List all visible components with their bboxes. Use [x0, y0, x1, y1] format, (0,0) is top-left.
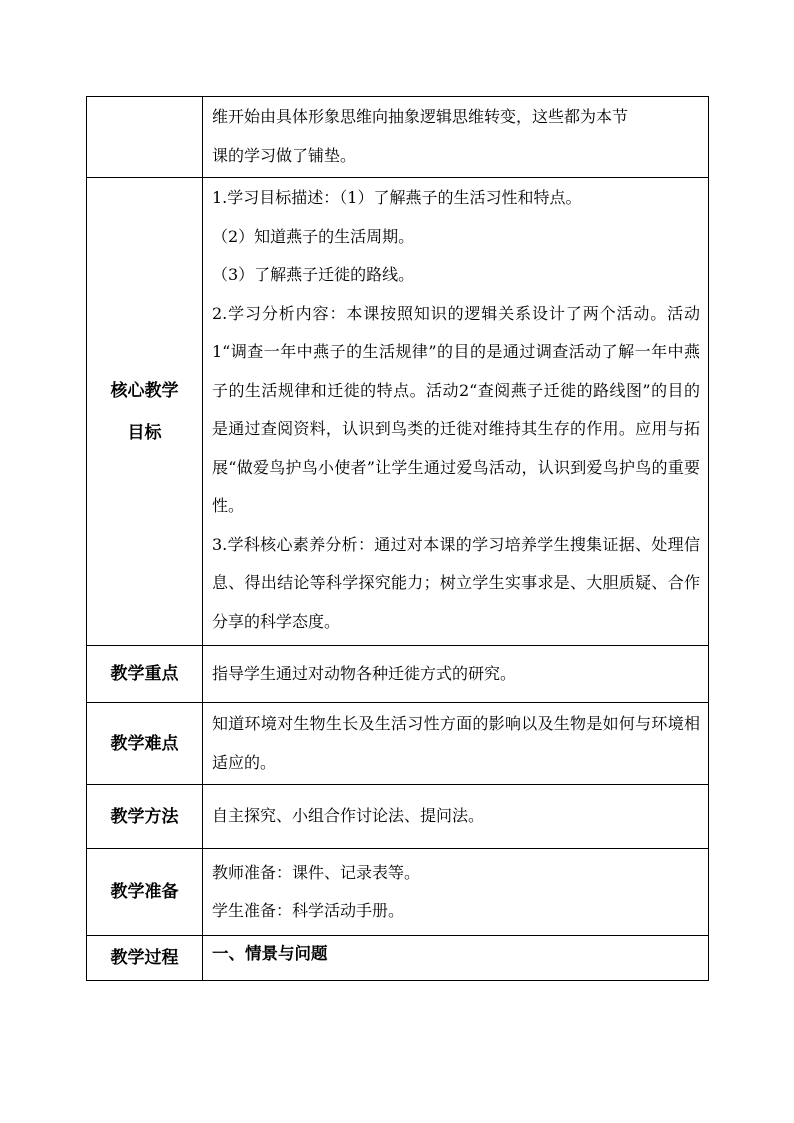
- preparation-content: [203, 849, 709, 936]
- teacher-preparation: 教师准备：课件、记录表等。: [212, 862, 421, 882]
- key-points-label: 教学重点: [87, 646, 203, 703]
- difficulties-label: 教学难点: [87, 703, 203, 785]
- core-goals-row: [87, 178, 709, 646]
- goal-item: （2）知道燕子的生活周期。: [212, 226, 415, 246]
- core-goals-label-line1: 核心教学: [110, 380, 179, 401]
- lesson-plan-table: [86, 96, 709, 981]
- goal-description: 1.学习目标描述：（1）了解燕子的生活习性和特点。: [212, 188, 582, 207]
- core-goals-label-line2: 目标: [127, 422, 162, 443]
- intro-row: [87, 97, 709, 178]
- methods-label: 教学方法: [87, 785, 203, 849]
- content-analysis: 2.学习分析内容：本课按照知识的逻辑关系设计了两个活动。活动1“调查一年中燕子的生活规律”的目的是通过调查活动了解一年中燕子的生活规律和迁徙的特点。活动2“查阅燕子迁徙的路线图”的目的是通过查阅资料，认识到鸟类的迁徙对维持其生存的作用。应用与拓展“做爱鸟护鸟小使者”让学生通过爱鸟活动，认识到爱鸟护鸟的重要性。: [212, 303, 700, 515]
- methods-content: 自主探究、小组合作讨论法、提问法。: [203, 785, 709, 849]
- key-points-content: 指导学生通过对动物各种迁徙方式的研究。: [203, 646, 709, 703]
- intro-content-cell: [203, 97, 709, 178]
- core-goals-label: [87, 178, 203, 646]
- preparation-label: 教学准备: [87, 849, 203, 936]
- student-preparation: 学生准备：科学活动手册。: [212, 901, 405, 920]
- difficulties-row: [87, 703, 709, 785]
- intro-label-cell: [87, 97, 203, 178]
- intro-line: 课的学习做了铺垫。: [212, 145, 357, 165]
- core-goals-content: [203, 178, 709, 646]
- process-content: 一、情景与问题: [203, 936, 709, 981]
- methods-row: [87, 785, 709, 849]
- difficulties-text: 知道环境对生物生长及生活习性方面的影响以及生物是如何与环境相适应的。: [212, 714, 700, 772]
- intro-line: 维开始由具体形象思维向抽象逻辑思维转变，这些都为本节: [212, 107, 629, 126]
- process-label: 教学过程: [87, 936, 203, 981]
- goal-item: （3）了解燕子迁徙的路线。: [212, 265, 415, 284]
- process-row: [87, 936, 709, 981]
- preparation-row: [87, 849, 709, 936]
- key-points-row: [87, 646, 709, 703]
- difficulties-content: [203, 703, 709, 785]
- literacy-analysis: 3.学科核心素养分析：通过对本课的学习培养学生搜集证据、处理信息、得出结论等科学探究能力；树立学生实事求是、大胆质疑、合作分享的科学态度。: [212, 534, 700, 631]
